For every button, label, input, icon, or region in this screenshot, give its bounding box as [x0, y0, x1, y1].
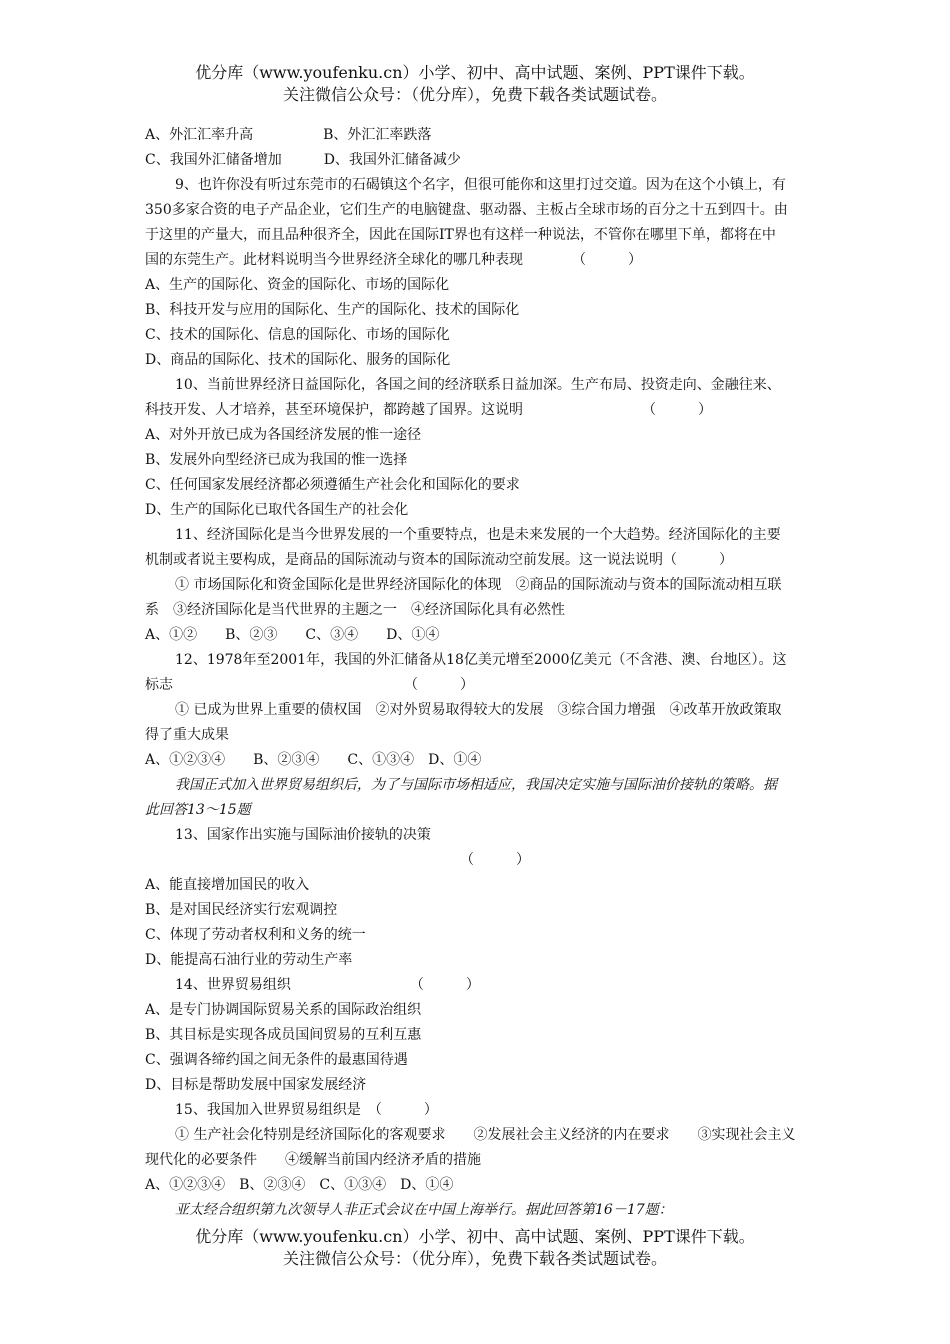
question-line: B、科技开发与应用的国际化、生产的国际化、技术的国际化 [145, 302, 520, 318]
question-line: 科技开发、人才培养，甚至环境保护，都跨越了国界。这说明 （ ） [145, 402, 712, 418]
question-line: 11、经济国际化是当今世界发展的一个重要特点，也是未来发展的一个大趋势。经济国际化的主要 [175, 527, 781, 543]
question-line: A、①②③④ B、②③④ C、①③④ D、①④ [145, 752, 482, 768]
question-line: D、能提高石油行业的劳动生产率 [145, 952, 353, 968]
question-line: 14、世界贸易组织 （ ） [175, 977, 480, 993]
question-line: 标志 （ ） [145, 677, 474, 693]
question-line: 12、1978年至2001年，我国的外汇储备从18亿美元增至2000亿美元（不含港、澳、台地区）。这 [175, 652, 787, 668]
question-line: C、我国外汇储备增加 D、我国外汇储备减少 [145, 152, 461, 168]
footer-line-1: 优分库（www.youfenku.cn）小学、初中、高中试题、案例、PPT课件下载。 [195, 1227, 755, 1246]
question-line: 现代化的必要条件 ④缓解当前国内经济矛盾的措施 [145, 1152, 481, 1168]
question-line: ① 市场国际化和资金国际化是世界经济国际化的体现 ②商品的国际流动与资本的国际流动相互联 [175, 577, 782, 593]
question-line: 350多家合资的电子产品企业，它们生产的电脑键盘、驱动器、主板占全球市场的百分之十五到四十。由 [145, 202, 788, 218]
question-line: D、商品的国际化、技术的国际化、服务的国际化 [145, 352, 451, 368]
question-line: （ ） [145, 852, 530, 868]
question-line: A、对外开放已成为各国经济发展的惟一途径 [145, 427, 422, 443]
question-line: 10、当前世界经济日益国际化，各国之间的经济联系日益加深。生产布局、投资走向、金融往来、 [175, 377, 781, 393]
question-line: B、其目标是实现各成员国间贸易的互利互惠 [145, 1027, 422, 1043]
question-line: D、生产的国际化已取代各国生产的社会化 [145, 502, 409, 518]
question-line: D、目标是帮助发展中国家发展经济 [145, 1077, 367, 1093]
question-line: 9、也许你没有听过东莞市的石碣镇这个名字，但很可能你和这里打过交道。因为在这个小镇上，有 [175, 177, 786, 193]
question-line: ① 已成为世界上重要的债权国 ②对外贸易取得较大的发展 ③综合国力增强 ④改革开放政策取 [175, 702, 782, 718]
question-line: C、任何国家发展经济都必须遵循生产社会化和国际化的要求 [145, 477, 520, 493]
page-header [0, 62, 950, 106]
material-note-line: 此回答13～15题 [145, 802, 251, 818]
question-line: 于这里的产量大，而且品种很齐全，因此在国际IT界也有这样一种说法，不管你在哪里下单，都将在中 [145, 227, 776, 243]
question-line: A、生产的国际化、资金的国际化、市场的国际化 [145, 277, 450, 293]
question-line: A、外汇汇率升高 B、外汇汇率跌落 [145, 127, 432, 143]
question-line: C、强调各缔约国之间无条件的最惠国待遇 [145, 1052, 408, 1068]
header-line-2: 关注微信公众号：（优分库），免费下载各类试题试卷。 [282, 85, 667, 104]
question-line: 13、国家作出实施与国际油价接轨的决策 [175, 827, 431, 843]
header-line-1: 优分库（www.youfenku.cn）小学、初中、高中试题、案例、PPT课件下载。 [195, 63, 755, 82]
question-line: 国的东莞生产。此材料说明当今世界经济全球化的哪几种表现 （ ） [145, 252, 642, 268]
material-note-line: 亚太经合组织第九次领导人非正式会议在中国上海举行。据此回答第16－17题： [175, 1202, 673, 1218]
question-line: 得了重大成果 [145, 727, 229, 743]
question-line: B、发展外向型经济已成为我国的惟一选择 [145, 452, 408, 468]
page-footer [0, 1226, 950, 1270]
question-line: 15、我国加入世界贸易组织是 （ ） [175, 1102, 438, 1118]
question-line: 系 ③经济国际化是当代世界的主题之一 ④经济国际化具有必然性 [145, 602, 565, 618]
question-line: C、技术的国际化、信息的国际化、市场的国际化 [145, 327, 450, 343]
question-line: 机制或者说主要构成，是商品的国际流动与资本的国际流动空前发展。这一说法说明（ ） [145, 552, 733, 568]
material-note-line: 我国正式加入世界贸易组织后，为了与国际市场相适应，我国决定实施与国际油价接轨的策略。据 [175, 777, 777, 793]
question-line: A、是专门协调国际贸易关系的国际政治组织 [145, 1002, 422, 1018]
footer-line-2: 关注微信公众号：（优分库），免费下载各类试题试卷。 [282, 1249, 667, 1268]
question-line: A、①②③④ B、②③④ C、①③④ D、①④ [145, 1177, 454, 1193]
question-line: A、能直接增加国民的收入 [145, 877, 310, 893]
question-line: A、①② B、②③ C、③④ D、①④ [145, 627, 440, 643]
question-line: ① 生产社会化特别是经济国际化的客观要求 ②发展社会主义经济的内在要求 ③实现社会主义 [175, 1127, 796, 1143]
question-line: B、是对国民经济实行宏观调控 [145, 902, 338, 918]
question-line: C、体现了劳动者权利和义务的统一 [145, 927, 366, 943]
